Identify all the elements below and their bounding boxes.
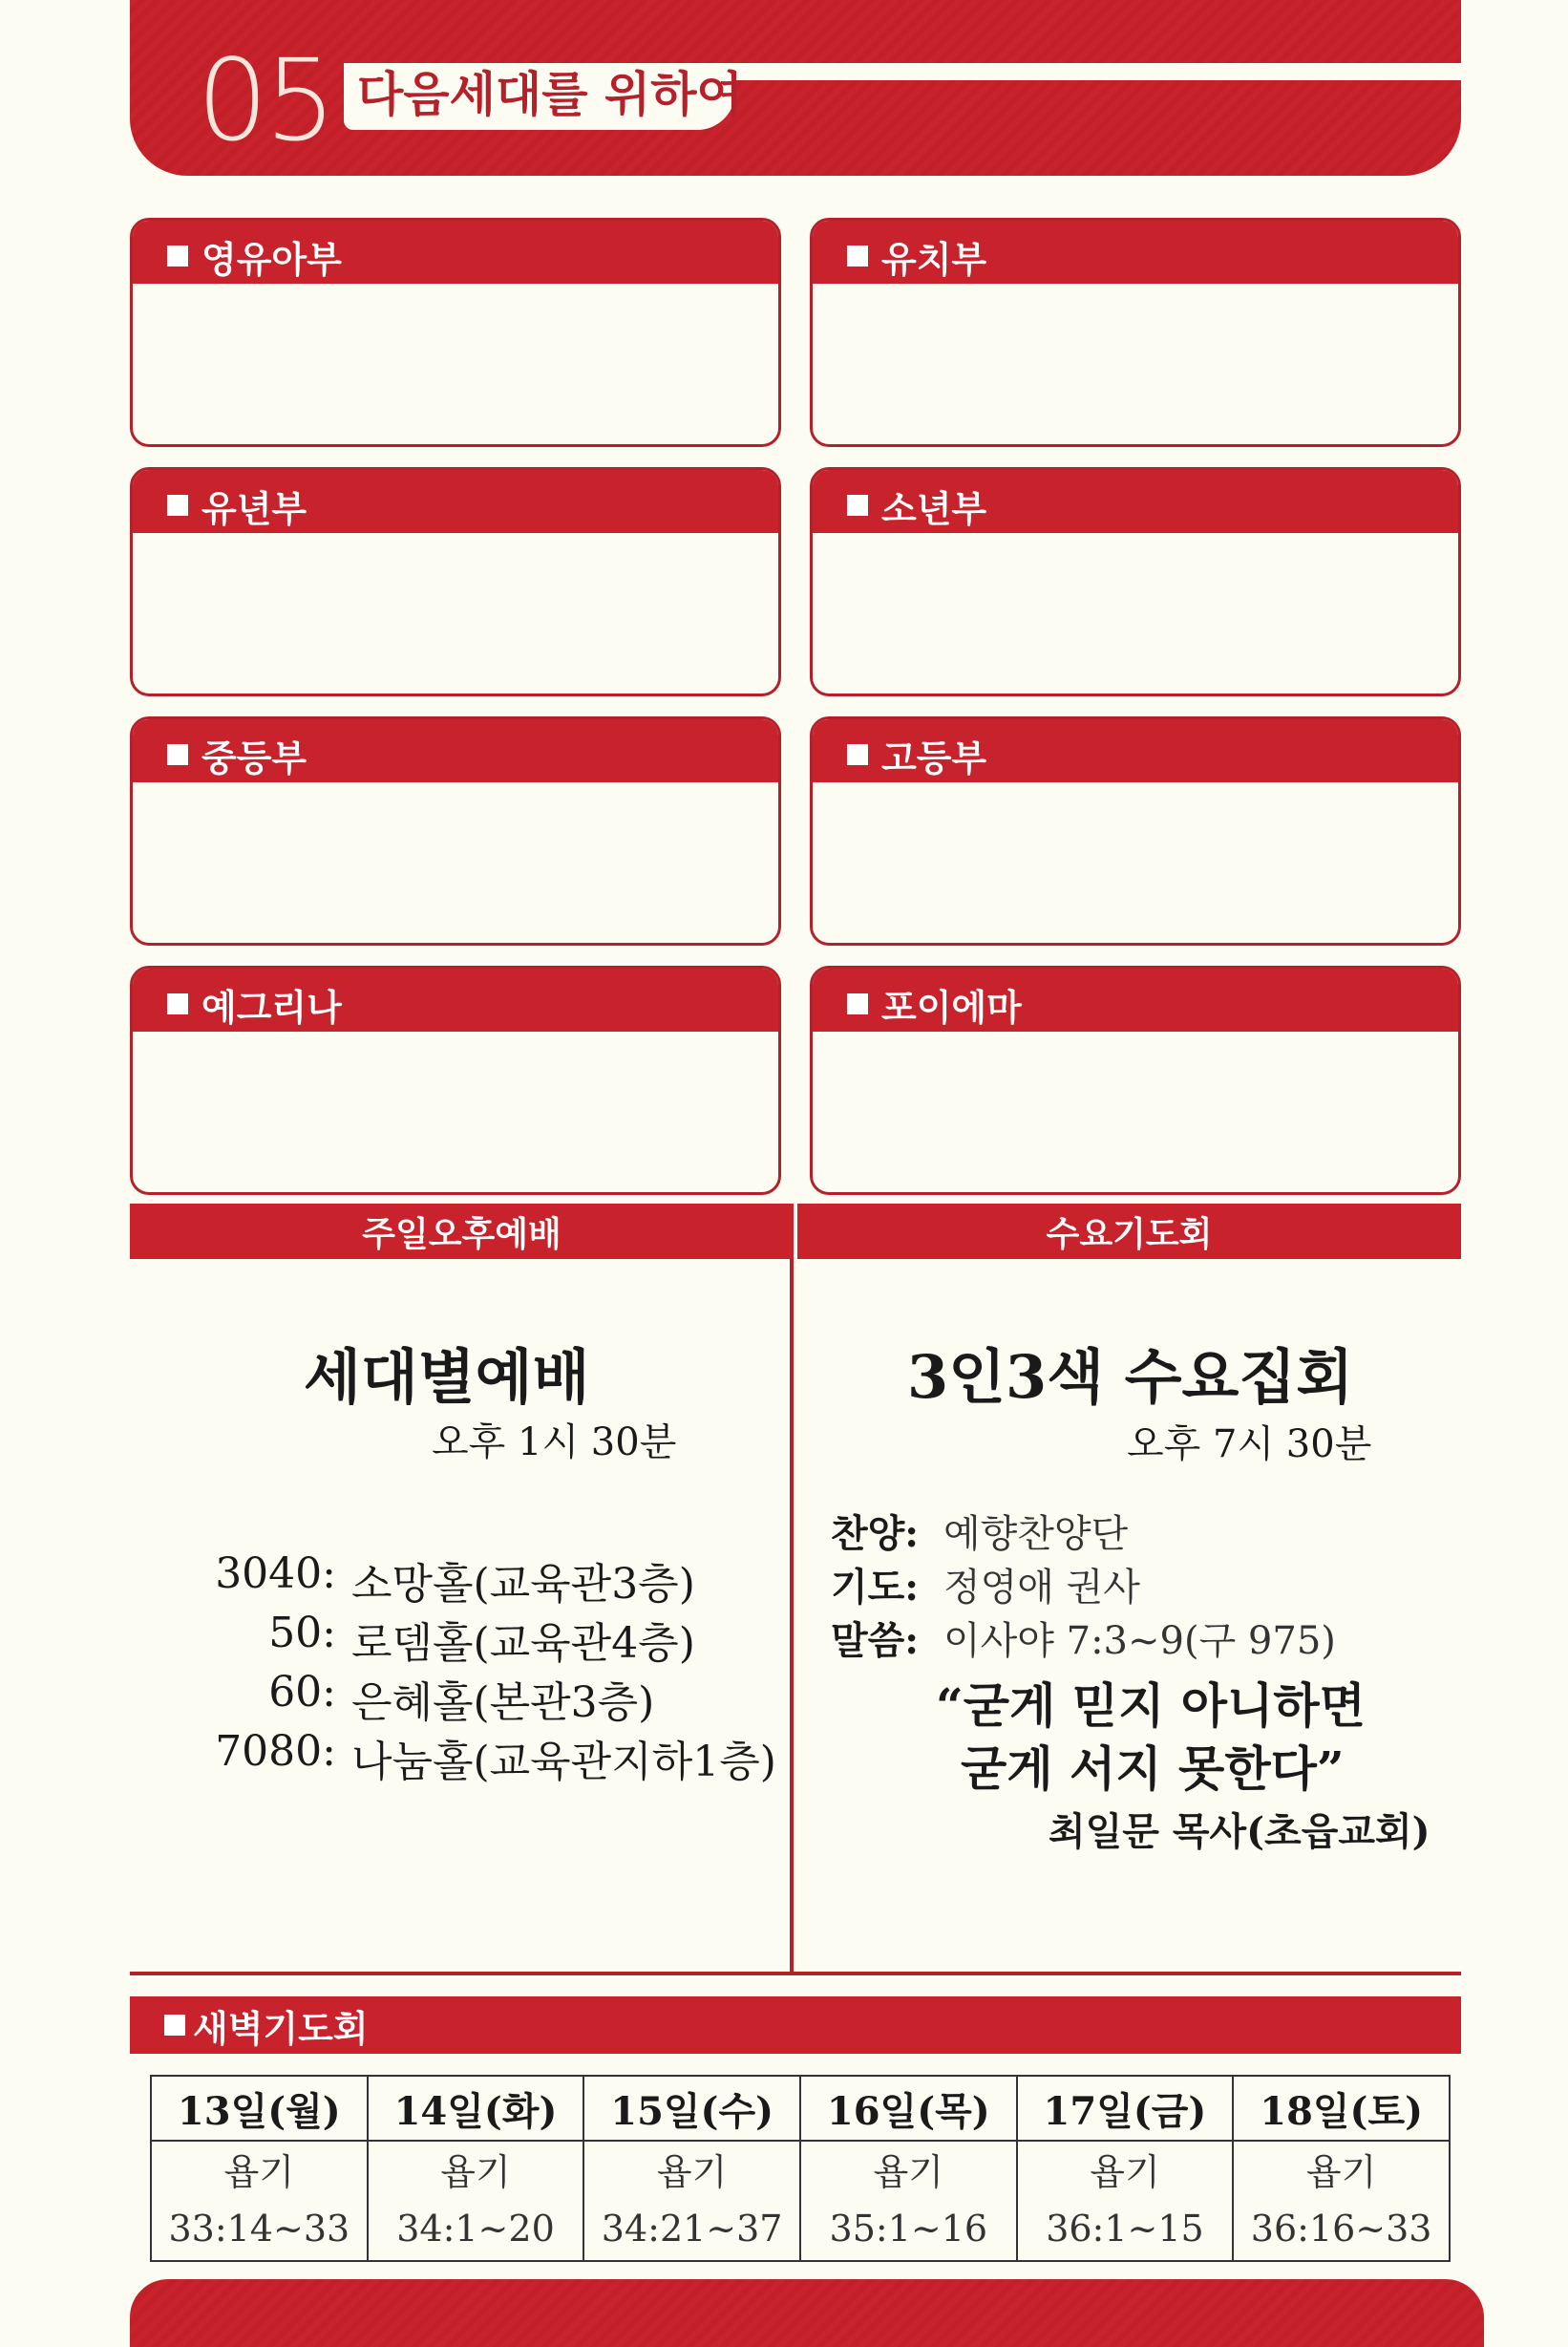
prayer-value: 정영애 권사	[943, 1566, 1140, 1610]
dept-title: 중등부	[201, 736, 307, 779]
dept-box-elementary-junior	[130, 467, 781, 696]
wednesday-service-header: 수요기도회	[797, 1204, 1461, 1259]
room-row	[160, 1549, 695, 1611]
dept-box-elementary-senior	[810, 467, 1461, 696]
service-header-bar	[130, 1204, 1461, 1259]
dawn-prayer-schedule-table	[150, 2075, 1451, 2262]
reading-cell	[1233, 2141, 1450, 2261]
prayer-row	[831, 1557, 1140, 1611]
sermon-value: 이사야 7:3~9(구 975)	[943, 1619, 1336, 1663]
section-divider	[130, 1972, 1461, 1975]
section-header	[130, 0, 1461, 176]
wednesday-service-title: 3인3색 수요집회	[907, 1342, 1354, 1412]
sunday-service-time: 오후 1시 30분	[432, 1420, 677, 1464]
sermon-row	[831, 1611, 1336, 1665]
sermon-quote-line-1: “굳게 믿지 아니하면	[936, 1677, 1366, 1734]
room-place: 소망홀(교육관3층)	[351, 1560, 695, 1609]
day-cell: 17일(금)	[1017, 2076, 1234, 2141]
dept-title: 유치부	[881, 238, 987, 281]
dept-box-poiema	[810, 966, 1461, 1195]
sunday-service-title: 세대별예배	[304, 1342, 590, 1412]
dawn-prayer-header	[130, 1996, 1461, 2054]
wednesday-service-time: 오후 7시 30분	[1127, 1422, 1372, 1466]
room-place: 은혜홀(본관3층)	[351, 1678, 655, 1727]
room-place: 나눔홀(교육관지하1층)	[351, 1738, 776, 1786]
table-row	[151, 2141, 1450, 2261]
room-place: 로뎀홀(교육관4층)	[351, 1619, 695, 1668]
room-code: 7080:	[215, 1727, 336, 1776]
room-row	[160, 1668, 654, 1729]
sermon-quote-line-2: 굳게 서지 못한다”	[961, 1740, 1345, 1797]
dawn-prayer-title: 새벽기도회	[193, 2007, 369, 2050]
reading-cell	[151, 2141, 368, 2261]
book-name: 욥기	[873, 2151, 943, 2194]
room-row	[160, 1609, 695, 1670]
reading-cell	[1017, 2141, 1234, 2261]
praise-row	[831, 1504, 1128, 1558]
square-bullet-icon	[167, 495, 188, 516]
verse-range: 34:1~20	[396, 2208, 555, 2250]
square-bullet-icon	[164, 2015, 185, 2036]
room-code: 50:	[268, 1609, 336, 1657]
verse-range: 34:21~37	[601, 2208, 783, 2250]
reading-cell	[800, 2141, 1017, 2261]
verse-range: 36:1~15	[1046, 2208, 1204, 2250]
sermon-label: 말씀:	[831, 1618, 920, 1663]
dept-title: 고등부	[881, 736, 987, 779]
book-name: 욥기	[440, 2151, 511, 2194]
speaker-name: 최일문 목사(초읍교회)	[1049, 1809, 1430, 1854]
dept-title: 포이에마	[881, 986, 1022, 1029]
book-name: 욥기	[656, 2151, 728, 2194]
dept-box-middle-school	[130, 716, 781, 946]
square-bullet-icon	[167, 993, 188, 1014]
reading-cell	[368, 2141, 584, 2261]
section-title: 다음세대를 위하여	[357, 67, 743, 122]
day-cell: 14일(화)	[368, 2076, 584, 2141]
square-bullet-icon	[167, 245, 188, 267]
book-name: 욥기	[223, 2151, 295, 2194]
table-row	[151, 2076, 1450, 2141]
verse-range: 35:1~16	[829, 2208, 988, 2250]
verse-range: 33:14~33	[168, 2208, 350, 2250]
dept-box-infant	[130, 218, 781, 447]
day-cell: 18일(토)	[1233, 2076, 1450, 2141]
room-row	[160, 1727, 776, 1788]
square-bullet-icon	[847, 993, 868, 1014]
book-name: 욥기	[1090, 2151, 1160, 2194]
verse-range: 36:16~33	[1250, 2208, 1432, 2250]
square-bullet-icon	[847, 495, 868, 516]
section-number: 05	[197, 34, 333, 166]
dept-box-kindergarten	[810, 218, 1461, 447]
dept-title: 유년부	[201, 487, 307, 530]
dept-title: 영유아부	[201, 238, 342, 281]
sunday-service-header: 주일오후예배	[130, 1204, 794, 1259]
day-cell: 15일(수)	[583, 2076, 800, 2141]
dept-title: 소년부	[881, 487, 987, 530]
dept-box-high-school	[810, 716, 1461, 946]
book-name: 욥기	[1305, 2151, 1377, 2194]
praise-label: 찬양:	[831, 1511, 920, 1556]
page-footer-band	[130, 2279, 1484, 2347]
square-bullet-icon	[847, 245, 868, 267]
column-divider	[790, 1259, 794, 1975]
prayer-label: 기도:	[831, 1565, 920, 1610]
praise-value: 예향찬양단	[943, 1512, 1129, 1556]
day-cell: 16일(목)	[800, 2076, 1017, 2141]
dept-title: 예그리나	[201, 986, 342, 1029]
square-bullet-icon	[847, 744, 868, 765]
reading-cell	[583, 2141, 800, 2261]
day-cell: 13일(월)	[151, 2076, 368, 2141]
dept-box-yegrina	[130, 966, 781, 1195]
square-bullet-icon	[167, 744, 188, 765]
room-code: 60:	[268, 1668, 336, 1717]
room-code: 3040:	[215, 1549, 336, 1598]
